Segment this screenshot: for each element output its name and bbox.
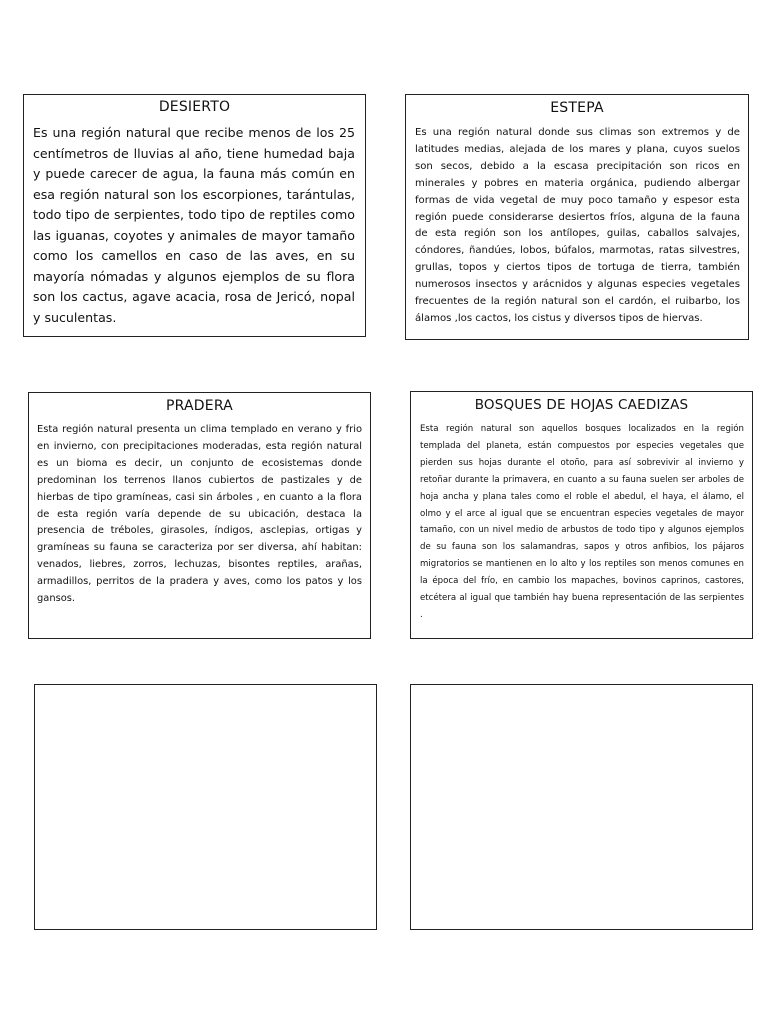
card-text-pradera: Esta región natural presenta un clima templado en verano y frio en invierno, con precipitaciones moderadas, esta región natural es un bioma es decir, un conjunto de ecosistemas donde predominan los terrenos llanos cubiertos de pastizales y de hierbas de tipo gramíneas, casi sin árboles , en cuanto a la flora de esta región varía depende de su ubicación, destaca la presencia de tréboles, girasoles, índigos, asclepias, ortigas y gramíneas su fauna se caracteriza por ser diversa, ahí habitan: venados, liebres, zorros, lechuzas, bisontes reptiles, arañas, armadillos, perritos de la pradera y aves, como los patos y los gansos.: [37, 424, 362, 605]
card-pradera: [28, 392, 371, 639]
empty-card-left: [34, 684, 377, 930]
card-desierto: [23, 94, 366, 337]
empty-card-right: [410, 684, 753, 930]
card-title-estepa: ESTEPA: [550, 100, 604, 116]
card-title-bosques: BOSQUES DE HOJAS CAEDIZAS: [474, 397, 689, 413]
card-bosques: [410, 391, 753, 639]
card-title-pradera: PRADERA: [166, 398, 233, 414]
card-text-estepa: Es una región natural donde sus climas son extremos y de latitudes medias, alejada de los mares y plana, cuyos suelos son secos, debido a la escasa precipitación son ricos en minerales y pobres en materia orgánica, pudiendo albergar formas de vida vegetal de muy poco tamaño y espesor esta región puede considerarse desiertos fríos, alguna de la fauna de esta región son los antílopes, guilas, caballos salvajes, cóndores, ñandúes, lobos, búfalos, marmotas, ratas silvestres, grullas, topos y ciertos tipos de tortuga de tierra, también numerosos insectos y arácnidos y algunas especies vegetales frecuentes de la región natural son el cardón, el ruibarbo, los álamos ,los cactos, los cistus y diversos tipos de hiervas.: [415, 127, 740, 324]
card-title-desierto: DESIERTO: [158, 99, 231, 115]
card-estepa: [405, 94, 749, 340]
card-text-bosques: Esta región natural son aquellos bosques localizados en la región templada del planeta, están compuestos por especies vegetales que pierden sus hojas durante el otoño, para así sobrevivir al invierno y retoñar durante la primavera, en cuanto a su fauna suelen ser arboles de hoja ancha y plana tales como el roble el abedul, el haya, el álamo, el olmo y el arce al igual que se encuentran especies vegetales de mayor tamaño, con un nivel medio de arbustos de todo tipo y algunos ejemplos de su fauna son los salamandras, sapos y otros anfibios, los pájaros migratorios se mantienen en lo alto y los reptiles son menos comunes en la época del frío, en cambio los mapaches, bovinos caprinos, castores, etcétera al igual que también hay buena representación de las serpientes .: [420, 424, 744, 620]
card-text-desierto: Es una región natural que recibe menos de los 25 centímetros de lluvias al año, tiene humedad baja y puede carecer de agua, la fauna más común en esa región natural son los escorpiones, tarántulas, todo tipo de serpientes, todo tipo de reptiles como las iguanas, coyotes y animales de mayor tamaño como los camellos en caso de las aves, en su mayoría nómadas y algunos ejemplos de su flora son los cactus, agave acacia, rosa de Jericó, nopal y suculentas.: [33, 125, 355, 325]
